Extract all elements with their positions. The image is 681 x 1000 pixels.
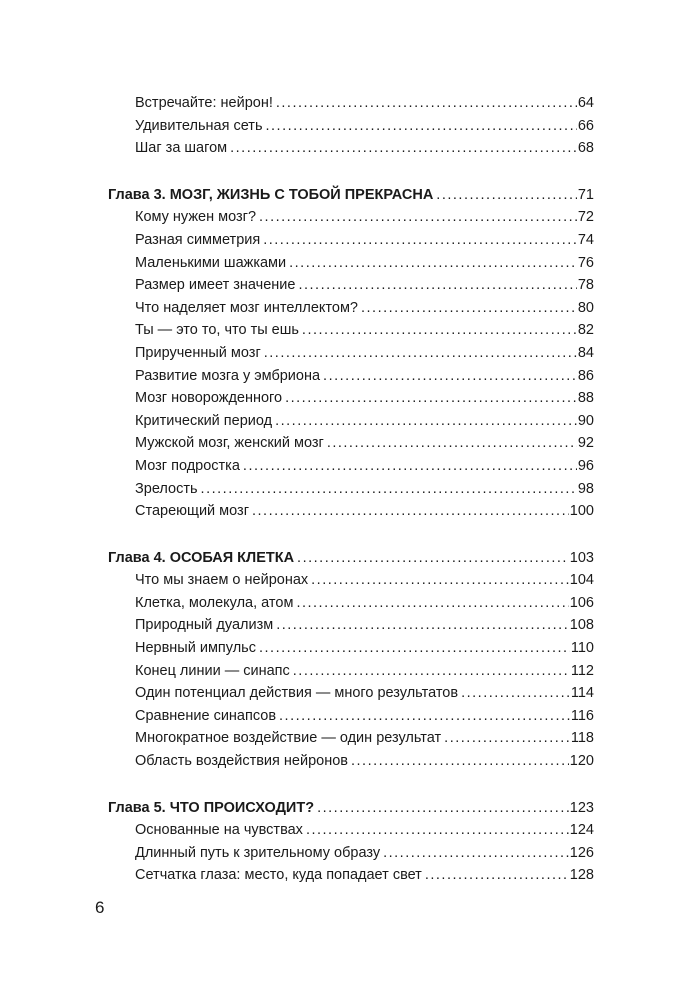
toc-entry-title: Сетчатка глаза: место, куда попадает свет bbox=[135, 867, 422, 884]
chapter-title: Глава 5. ЧТО ПРОИСХОДИТ? bbox=[108, 799, 315, 816]
toc-entry[interactable] bbox=[108, 478, 594, 501]
page-number: 6 bbox=[95, 898, 105, 917]
toc-entry-title: Прирученный мозг bbox=[135, 344, 261, 361]
toc-entry-title: Длинный путь к зрительному образу bbox=[135, 844, 381, 861]
dot-leader bbox=[444, 727, 570, 750]
toc-entry-page: 114 bbox=[570, 685, 594, 702]
toc-entry-title: Критический период bbox=[135, 412, 273, 429]
toc-entry-title: Удивительная сеть bbox=[135, 117, 263, 134]
toc-entry-title: Многократное воздействие — один результат bbox=[135, 730, 442, 747]
toc-entry-title: Что наделяет мозг интеллектом? bbox=[135, 299, 358, 316]
dot-leader bbox=[266, 115, 577, 138]
toc-entry-page: 98 bbox=[577, 480, 594, 497]
toc-entry-title: Встречайте: нейрон! bbox=[135, 95, 273, 111]
toc-entry-title: Что мы знаем о нейронах bbox=[135, 572, 309, 589]
toc-entry-page: 72 bbox=[577, 209, 594, 226]
dot-leader bbox=[296, 592, 568, 615]
toc-entry-page: 68 bbox=[577, 140, 594, 157]
toc-entry-page: 116 bbox=[570, 707, 594, 724]
toc-chapter-3[interactable] bbox=[108, 184, 594, 207]
dot-leader bbox=[361, 297, 577, 320]
toc-entry-page: 78 bbox=[577, 277, 594, 294]
section-gap bbox=[108, 773, 594, 797]
toc-entry[interactable] bbox=[108, 864, 594, 887]
toc-entry-title: Стареющий мозг bbox=[135, 503, 249, 520]
chapter-page: 103 bbox=[569, 549, 594, 566]
toc-entry-page: 106 bbox=[569, 594, 594, 611]
toc-entry[interactable] bbox=[108, 432, 594, 455]
dot-leader bbox=[201, 478, 577, 501]
dot-leader bbox=[383, 842, 569, 865]
toc-entry[interactable] bbox=[108, 319, 594, 342]
toc-entry[interactable] bbox=[108, 410, 594, 433]
toc-entry[interactable] bbox=[108, 206, 594, 229]
dot-leader bbox=[276, 614, 569, 637]
toc-entry-title: Мозг подростка bbox=[135, 457, 240, 474]
toc-entry-page: 126 bbox=[569, 844, 594, 861]
toc-entry-page: 88 bbox=[577, 390, 594, 407]
toc-entry[interactable] bbox=[108, 92, 594, 115]
toc-entry-page: 92 bbox=[577, 435, 594, 452]
toc-entry[interactable] bbox=[108, 614, 594, 637]
toc-entry-title: Природный дуализм bbox=[135, 617, 274, 634]
dot-leader bbox=[297, 547, 569, 570]
toc-entry-page: 80 bbox=[577, 299, 594, 316]
dot-leader bbox=[289, 252, 577, 275]
dot-leader bbox=[306, 819, 569, 842]
toc-entry-page: 128 bbox=[569, 867, 594, 884]
toc-entry-page: 64 bbox=[577, 95, 594, 111]
toc-entry-title: Маленькими шажками bbox=[135, 254, 287, 271]
dot-leader bbox=[230, 137, 577, 160]
toc-entry[interactable] bbox=[108, 500, 594, 523]
dot-leader bbox=[323, 365, 577, 388]
toc-entry-page: 96 bbox=[577, 457, 594, 474]
dot-leader bbox=[279, 705, 570, 728]
toc-entry-page: 124 bbox=[569, 822, 594, 839]
dot-leader bbox=[461, 682, 570, 705]
toc-entry-title: Размер имеет значение bbox=[135, 277, 296, 294]
toc-entry-page: 108 bbox=[569, 617, 594, 634]
toc-entry[interactable] bbox=[108, 660, 594, 683]
chapter-title: Глава 4. ОСОБАЯ КЛЕТКА bbox=[108, 549, 295, 566]
toc-entry-page: 118 bbox=[570, 730, 594, 747]
toc-entry[interactable] bbox=[108, 137, 594, 160]
dot-leader bbox=[317, 797, 569, 820]
toc-entry-title: Кому нужен мозг? bbox=[135, 209, 257, 226]
toc-entry-title: Область воздействия нейронов bbox=[135, 753, 348, 770]
toc-entry-title: Мужской мозг, женский мозг bbox=[135, 435, 324, 452]
toc-entry-title: Один потенциал действия — много результатов bbox=[135, 685, 459, 702]
toc-entry-page: 86 bbox=[577, 367, 594, 384]
toc-entry-title: Конец линии — синапс bbox=[135, 662, 290, 679]
toc-entry-title: Развитие мозга у эмбриона bbox=[135, 367, 321, 384]
dot-leader bbox=[243, 455, 577, 478]
toc-entry[interactable] bbox=[108, 682, 594, 705]
toc-chapter-4[interactable] bbox=[108, 547, 594, 570]
section-gap bbox=[108, 523, 594, 547]
toc-entry-title: Шаг за шагом bbox=[135, 140, 228, 157]
dot-leader bbox=[259, 206, 577, 229]
toc-entry[interactable] bbox=[108, 750, 594, 773]
toc-entry[interactable] bbox=[108, 637, 594, 660]
toc-chapter-5[interactable] bbox=[108, 797, 594, 820]
toc-entry-page: 110 bbox=[570, 640, 594, 657]
toc-entry[interactable] bbox=[108, 569, 594, 592]
toc-entry[interactable] bbox=[108, 842, 594, 865]
toc-entry[interactable] bbox=[108, 115, 594, 138]
toc-entry-page: 90 bbox=[577, 412, 594, 429]
toc-entry[interactable] bbox=[108, 592, 594, 615]
toc-entry[interactable] bbox=[108, 365, 594, 388]
table-of-contents bbox=[108, 92, 594, 887]
toc-entry-title: Ты — это то, что ты ешь bbox=[135, 322, 299, 339]
toc-entry-title: Зрелость bbox=[135, 480, 198, 497]
toc-entry-page: 76 bbox=[577, 254, 594, 271]
toc-entry-page: 104 bbox=[569, 572, 594, 589]
toc-entry-page: 84 bbox=[577, 344, 594, 361]
toc-entry[interactable] bbox=[108, 705, 594, 728]
dot-leader bbox=[259, 637, 570, 660]
dot-leader bbox=[263, 229, 577, 252]
toc-entry-title: Нервный импульс bbox=[135, 640, 256, 657]
toc-entry-page: 82 bbox=[577, 322, 594, 339]
dot-leader bbox=[425, 864, 569, 887]
dot-leader bbox=[252, 500, 569, 523]
chapter-page: 123 bbox=[569, 799, 594, 816]
toc-entry[interactable] bbox=[108, 387, 594, 410]
dot-leader bbox=[264, 342, 577, 365]
dot-leader bbox=[302, 319, 577, 342]
dot-leader bbox=[276, 92, 577, 115]
dot-leader bbox=[285, 387, 577, 410]
toc-entry-title: Разная симметрия bbox=[135, 231, 261, 248]
toc-entry[interactable] bbox=[108, 342, 594, 365]
section-gap bbox=[108, 160, 594, 184]
dot-leader bbox=[298, 274, 576, 297]
chapter-page: 71 bbox=[577, 186, 594, 203]
dot-leader bbox=[275, 410, 577, 433]
dot-leader bbox=[351, 750, 569, 773]
toc-entry-page: 120 bbox=[569, 753, 594, 770]
toc-entry[interactable] bbox=[108, 274, 594, 297]
toc-entry[interactable] bbox=[108, 252, 594, 275]
toc-entry-title: Основанные на чувствах bbox=[135, 822, 303, 839]
toc-entry-page: 112 bbox=[570, 662, 594, 679]
toc-entry[interactable] bbox=[108, 297, 594, 320]
toc-entry-page: 100 bbox=[569, 503, 594, 520]
toc-entry-title: Мозг новорожденного bbox=[135, 390, 283, 407]
toc-entry-page: 74 bbox=[577, 231, 594, 248]
dot-leader bbox=[293, 660, 570, 683]
toc-entry[interactable] bbox=[108, 727, 594, 750]
dot-leader bbox=[311, 569, 569, 592]
dot-leader bbox=[436, 184, 577, 207]
toc-entry-title: Клетка, молекула, атом bbox=[135, 594, 294, 611]
toc-entry[interactable] bbox=[108, 819, 594, 842]
toc-entry[interactable] bbox=[108, 229, 594, 252]
chapter-title: Глава 3. МОЗГ, ЖИЗНЬ С ТОБОЙ ПРЕКРАСНА bbox=[108, 186, 434, 203]
toc-entry-page: 66 bbox=[577, 117, 594, 134]
toc-entry-title: Сравнение синапсов bbox=[135, 707, 277, 724]
toc-entry[interactable] bbox=[108, 455, 594, 478]
dot-leader bbox=[327, 432, 577, 455]
